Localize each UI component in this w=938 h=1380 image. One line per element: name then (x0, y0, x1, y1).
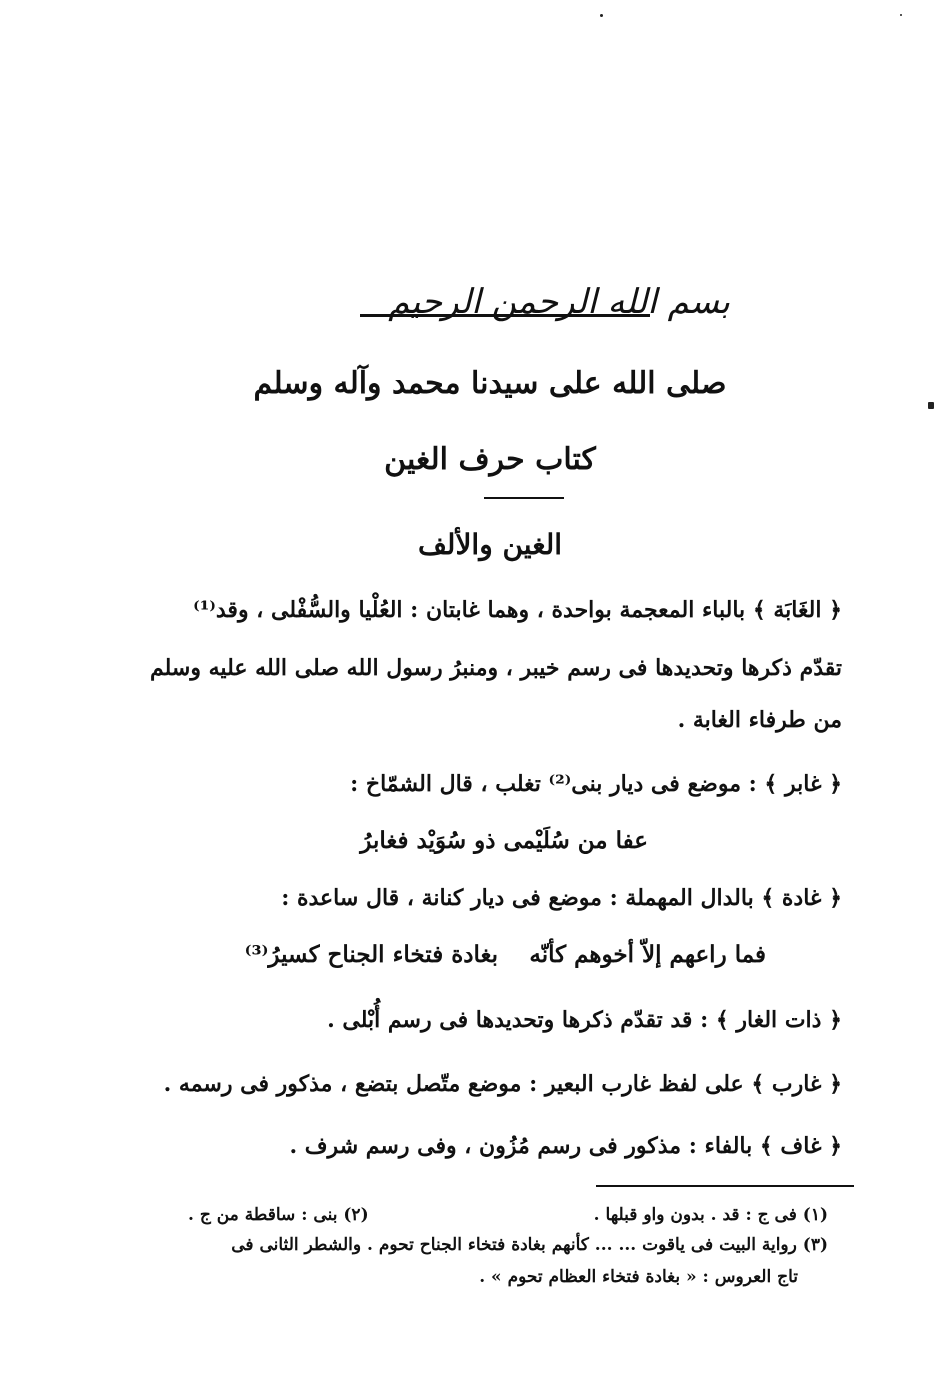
basmala-text: بسم الله الرحمن الرحيم (388, 282, 730, 322)
footnote-3-line-1: (٣) رواية البيت فى ياقوت ... ... كأنهم بغادة فتخاء الجناح تحوم . والشطر الثانى فى (231, 1235, 828, 1255)
footnote-3-line-2: تاج العروس : « بغادة فتخاء العظام تحوم » . (479, 1267, 798, 1287)
entry-ghaba-line-2: تقدّم ذكرها وتحديدها فى رسم خيبر ، ومنبرُ رسول الله صلى الله عليه وسلم (150, 655, 842, 681)
basmala-calligraphy (300, 268, 730, 348)
entry-dhat-al-ghar: ﴿ ذات الغار ﴾ : قد تقدّم ذكرها وتحديدها فى رسم أُبْلى . (327, 1007, 842, 1033)
entry-ghaba-line-3: من طرفاء الغابة . (677, 707, 842, 733)
scan-speck (600, 14, 603, 17)
verse-saida-first-hemistich: فما راعهم إلاّ أخوهم كأنّه (529, 941, 766, 968)
footnote-2: (٢) بنى : ساقطة من ج . (188, 1205, 369, 1225)
entry-gharib: ﴿ غارب ﴾ على لفظ غارب البعير : موضع متّصل بتضع ، مذكور فى رسمه . (163, 1071, 842, 1097)
verse-saida-second-hemistich: بغادة فتخاء الجناح كسيرُ⁽³⁾ (244, 941, 498, 968)
scan-speck (900, 14, 902, 16)
section-title: الغين والألف (417, 528, 563, 561)
entry-ghaba-line-1: ﴿ الغَابَة ﴾ بالباء المعجمة بواحدة ، وهما غابتان : العُلْيا والسُّفْلى ، وقد⁽¹⁾ (193, 597, 842, 623)
blessing-line: صلى الله على سيدنا محمد وآله وسلم (253, 366, 727, 401)
entry-ghada: ﴿ غادة ﴾ بالدال المهملة : موضع فى ديار كنانة ، قال ساعدة : (281, 885, 842, 911)
title-rule (484, 497, 564, 499)
entry-ghabir: ﴿ غابر ﴾ : موضع فى ديار بنى⁽²⁾ تغلب ، قال الشمّاخ : (350, 771, 842, 797)
verse-shammakh: عفا من سُلَيْمى ذو سُوَيْد فغابرُ (360, 827, 648, 854)
scan-speck (928, 402, 934, 409)
footnote-rule (596, 1185, 854, 1187)
entry-ghaf: ﴿ غاف ﴾ بالفاء : مذكور فى رسم مُزُون ، وفى رسم شرف . (289, 1133, 842, 1159)
footnote-1: (١) فى ج : قد . بدون واو قبلها . (593, 1205, 828, 1225)
footnote-row-1 (188, 1200, 828, 1230)
book-title: كتاب حرف الغين (384, 442, 596, 477)
